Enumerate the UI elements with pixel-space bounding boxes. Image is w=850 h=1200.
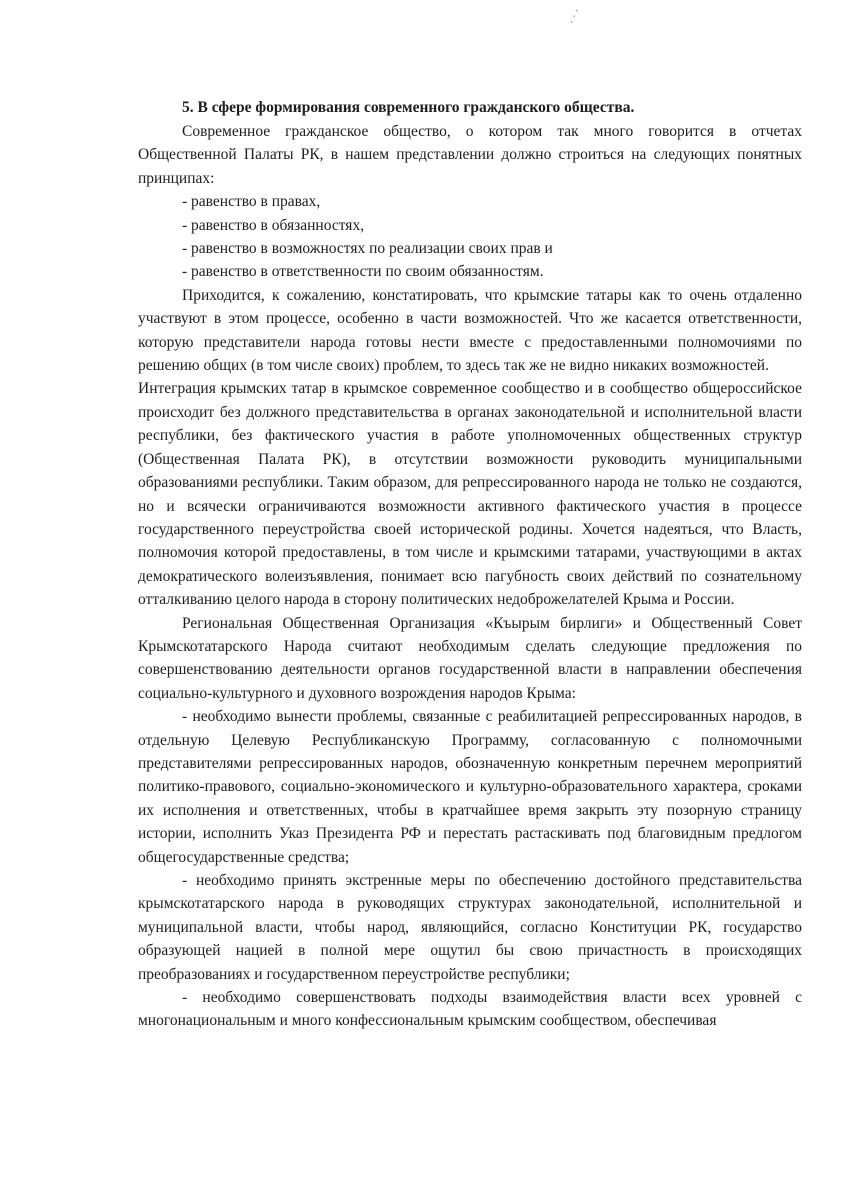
list-item-duties: - равенство в обязанностях, — [182, 216, 365, 234]
proposal-interaction: - необходимо совершенствовать подходы взаимодействия власти всех уровней с многонациональным и много конфессиональным крымским сообществом, обеспечивая — [138, 989, 802, 1030]
paragraph-organizations: Региональная Общественная Организация «Къырым бирлиги» и Общественный Совет Крымскотатарского Народа считают необходимым сделать следующие предложения по совершенствованию деятельности органов государственной власти в направлении обеспечения социально-культурного и духовного возрождения народов Крыма: — [138, 614, 802, 702]
list-item-rights: - равенство в правах, — [182, 193, 321, 211]
paragraph-intro: Современное гражданское общество, о котором так много говорится в отчетах Общественной Палаты РК, в нашем представлении должно строиться на следующих понятных принципах: — [138, 123, 802, 187]
paragraph-statement: Приходится, к сожалению, констатировать, что крымские татары как то очень отдаленно участвуют в этом процессе, особенно в части возможностей. Что же касается ответственности, которую представители народа готовы нести вместе с предоставленными полномочиями по решению общих (в том числе своих) проблем, то здесь так же не видно никаких возможностей. — [138, 286, 802, 375]
list-item-responsibility: - равенство в ответственности по своим обязанностям. — [182, 263, 544, 281]
paragraph-integration: Интеграция крымских татар в крымское современное сообщество и в сообщество общероссийское происходит без должного представительства в органах законодательной и исполнительной власти республики, без фактического участия в работе уполномоченных общественных структур (Общественная Палата РК), в отсутствии возможности руководить муниципальными образованиями республики. Таким образом, для репрессированного народа не только не создаются, но и всячески ограничиваются возможности активного фактического участия в процессе государственного переустройства своей исторической родины. Хочется надеяться, что Власть, полномочия которой предоставлены, в том числе и крымскими татарами, участвующими в актах демократического волеизъявления, понимает всю пагубность своих действий по сознательному отталкиванию целого народа в сторону политических недоброжелателей Крыма и России. — [138, 380, 802, 609]
proposal-representation: - необходимо принять экстренные меры по обеспечению достойного представительства крымскотатарского народа в руководящих структурах законодательной, исполнительной и муниципальной власти, чтобы народ, являющийся, согласно Конституции РК, государство образующей нацией в полной мере ощутил бы свою причастность в происходящих преобразованиях и государственном переустройстве республики; — [138, 872, 802, 983]
document-page — [138, 96, 802, 1033]
scan-artifact-mark: ⋰ — [565, 6, 583, 26]
section-heading: 5. В сфере формирования современного гражданского общества. — [182, 99, 635, 116]
list-item-opportunities: - равенство в возможностях по реализации своих прав и — [182, 240, 553, 258]
proposal-program: - необходимо вынести проблемы, связанные с реабилитацией репрессированных народов, в отдельную Целевую Республиканскую Программу, согласованную с полномочными представителями репрессированных народов, обозначенную конкретным перечнем мероприятий политико-правового, социально-экономического и культурно-образовательного характера, сроками их исполнения и ответственных, чтобы в кратчайшее время закрыть эту позорную страницу истории, исполнить Указ Президента РФ и перестать растаскивать под благовидным предлогом общегосударственные средства; — [138, 708, 802, 866]
